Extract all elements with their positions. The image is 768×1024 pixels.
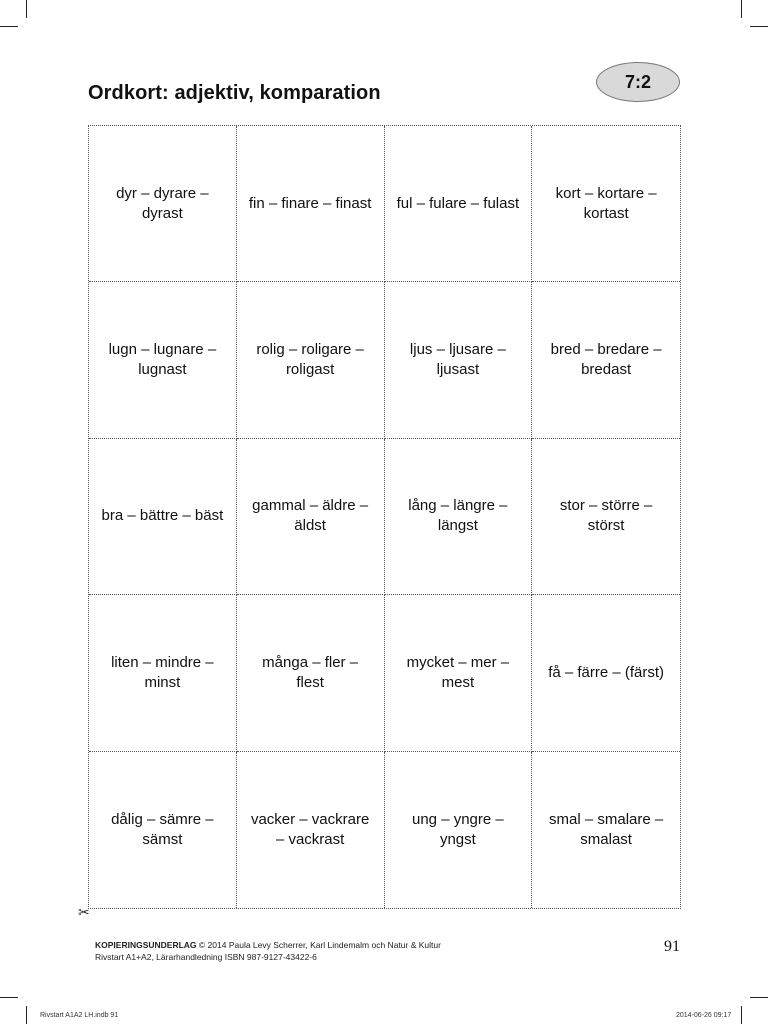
word-card: smal – smalare – smalast — [549, 810, 664, 848]
word-card: bred – bredare – bredast — [532, 282, 680, 438]
word-card: dålig – sämre – sämst — [89, 752, 237, 908]
word-card: ljus – ljusare – ljusast — [385, 282, 533, 438]
word-card: många – fler – flest — [237, 595, 385, 751]
crop-mark — [741, 1006, 742, 1024]
crop-mark — [750, 26, 768, 27]
word-card: liten – mindre – minst — [89, 595, 237, 751]
word-card: ung – yngre – yngst — [385, 752, 533, 908]
footer — [95, 939, 441, 963]
print-slug-timestamp: 2014-06-26 09:17 — [676, 1012, 732, 1019]
print-slug-file: Rivstart A1A2 LH.indb 91 — [40, 1012, 119, 1019]
word-card: fin – finare – finast — [237, 126, 385, 282]
section-badge: 7:2 — [596, 62, 680, 102]
footer-copyright: © 2014 Paula Levy Scherrer, Karl Lindemalm och Natur & Kultur — [198, 940, 441, 950]
page-number: 91 — [664, 938, 680, 955]
footer-line-1 — [95, 939, 441, 951]
word-card: lugn – lugnare – lugnast — [89, 282, 237, 438]
crop-mark — [750, 997, 768, 998]
word-card: få – färre – (färst) — [532, 595, 680, 751]
footer-line-2: Rivstart A1+A2, Lärarhandledning ISBN 987-9127-43422-6 — [95, 952, 317, 962]
word-card: stor – större – störst — [532, 439, 680, 595]
crop-mark — [0, 26, 18, 27]
crop-mark — [0, 997, 18, 998]
word-card: bra – bättre – bäst — [89, 439, 237, 595]
word-card: mycket – mer – mest — [385, 595, 533, 751]
word-card: dyr – dyrare – dyrast — [89, 126, 237, 282]
word-card: rolig – roligare – roligast — [237, 282, 385, 438]
word-card: vacker – vackrare – vackrast — [237, 752, 385, 908]
crop-mark — [741, 0, 742, 18]
word-card-grid — [88, 125, 681, 909]
word-card: gammal – äldre – äldst — [237, 439, 385, 595]
footer-label: KOPIERINGSUNDERLAG — [95, 940, 197, 950]
crop-mark — [26, 0, 27, 18]
scissors-icon: ✂ — [78, 904, 90, 920]
word-card: kort – kortare – kortast — [532, 126, 680, 282]
page-title: Ordkort: adjektiv, komparation — [88, 82, 381, 104]
crop-mark — [26, 1006, 27, 1024]
word-card: ful – fulare – fulast — [385, 126, 533, 282]
word-card: lång – längre – längst — [385, 439, 533, 595]
